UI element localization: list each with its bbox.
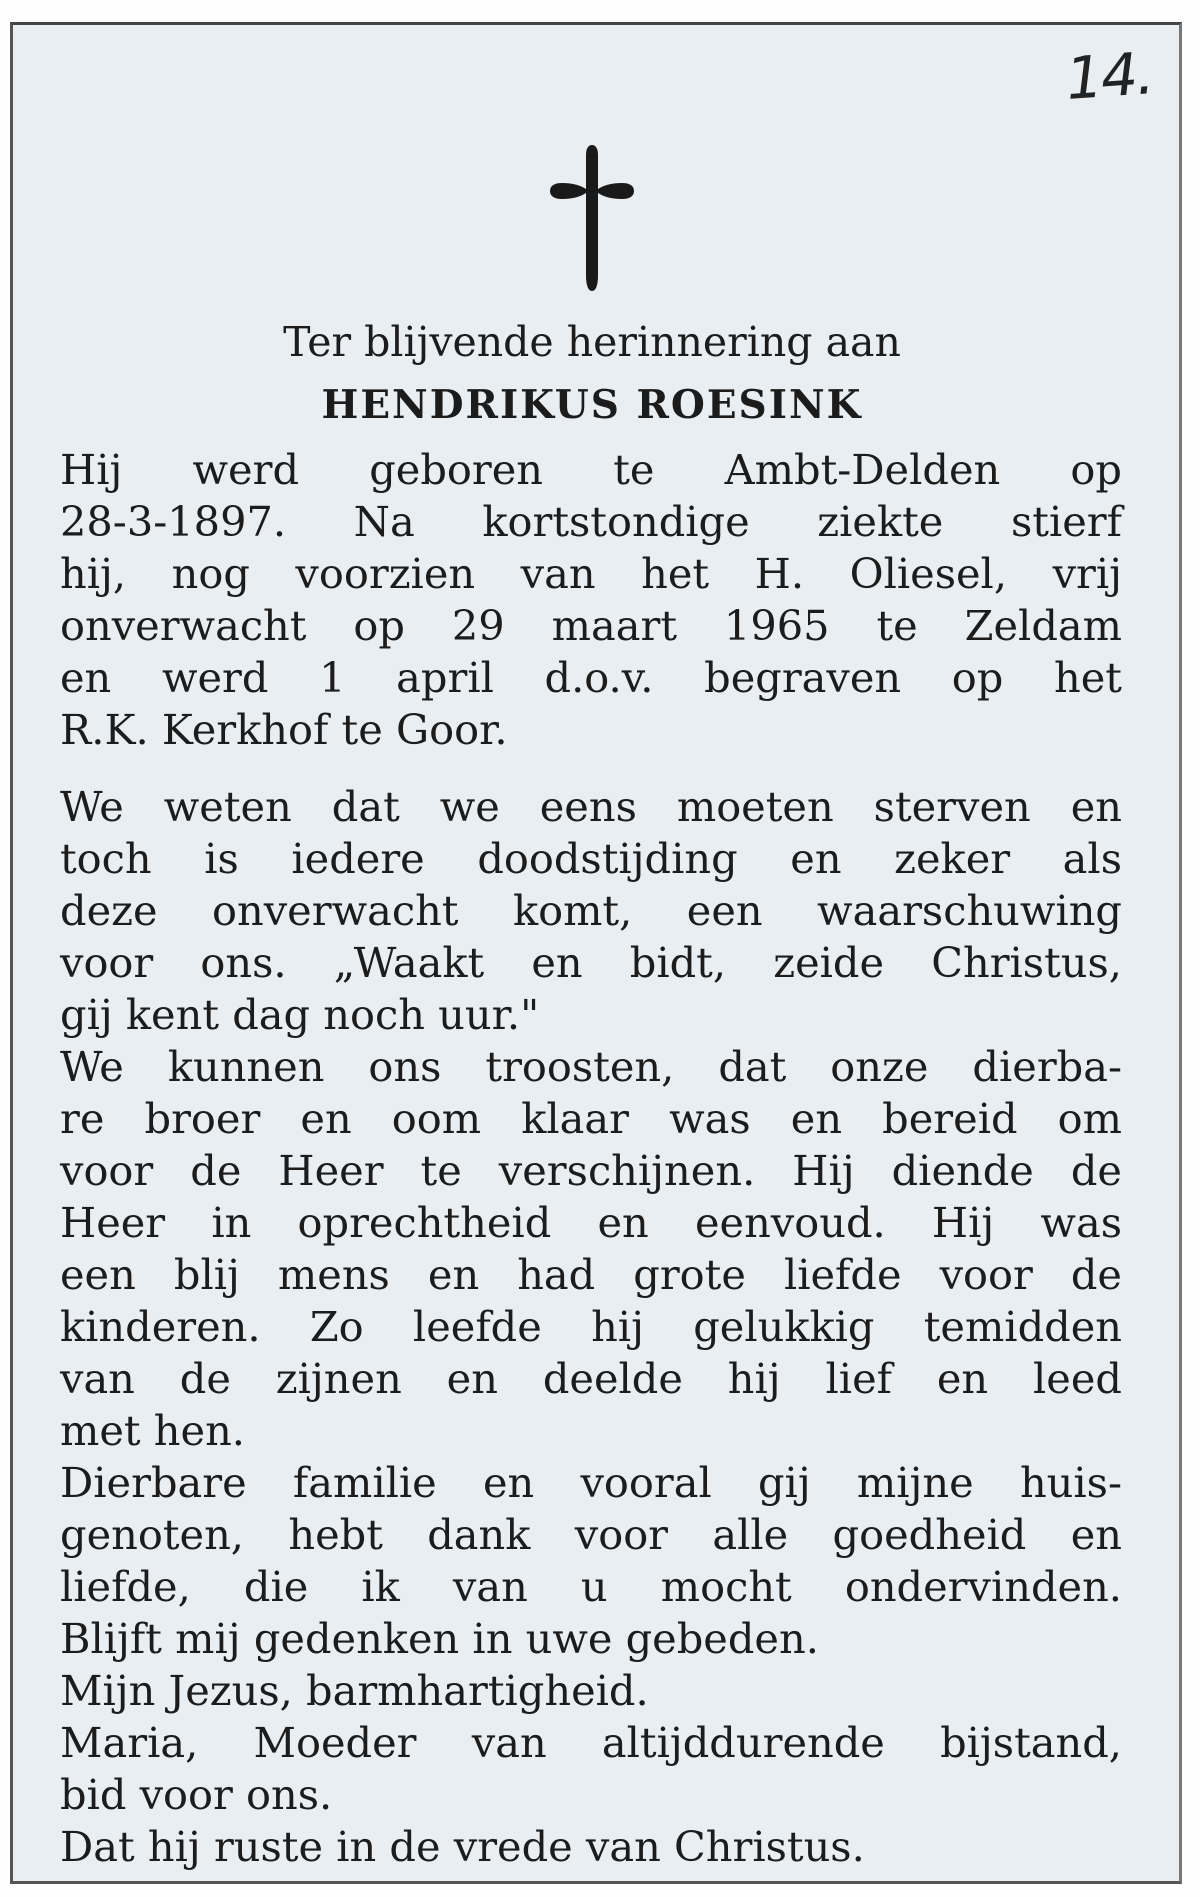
heading-intro: Ter blijvende herinnering aan xyxy=(283,318,901,366)
text-line: We weten dat we eens moeten sterven en xyxy=(60,782,1122,831)
text-line: gij kent dag noch uur." xyxy=(60,990,540,1039)
text-line: R.K. Kerkhof te Goor. xyxy=(60,705,508,754)
text-line: Heer in oprechtheid en eenvoud. Hij was xyxy=(60,1198,1122,1247)
text-line: deze onverwacht komt, een waarschuwing xyxy=(60,886,1122,935)
text-line: onverwacht op 29 maart 1965 te Zeldam xyxy=(60,601,1122,650)
text-line: We kunnen ons troosten, dat onze dierba- xyxy=(60,1042,1122,1091)
text-line: Blijft mij gedenken in uwe gebeden. xyxy=(60,1614,819,1663)
text-line: voor de Heer te verschijnen. Hij diende de xyxy=(60,1146,1122,1195)
text-line: een blij mens en had grote liefde voor de xyxy=(60,1250,1122,1299)
memorial-text xyxy=(60,444,1122,1873)
text-line: 28-3-1897. Na kortstondige ziekte stierf xyxy=(60,497,1122,546)
text-line: van de zijnen en deelde hij lief en leed xyxy=(60,1354,1122,1403)
text-line: genoten, hebt dank voor alle goedheid en xyxy=(60,1510,1122,1559)
text-line: hij, nog voorzien van het H. Oliesel, vrij xyxy=(60,549,1122,598)
latin-cross-icon xyxy=(548,143,636,293)
text-line: Dierbare familie en vooral gij mijne huis- xyxy=(60,1458,1122,1507)
text-line: kinderen. Zo leefde hij gelukkig temidden xyxy=(60,1302,1122,1351)
prayer-line: bid voor ons. xyxy=(60,1770,333,1819)
text-line: voor ons. „Waakt en bidt, zeide Christus, xyxy=(60,938,1122,987)
prayer-line: Maria, Moeder van altijddurende bijstand, xyxy=(60,1718,1122,1767)
text-line: Hij werd geboren te Ambt-Delden op xyxy=(60,445,1122,494)
prayer-line: Mijn Jezus, barmhartigheid. xyxy=(60,1666,649,1715)
text-line: re broer en oom klaar was en bereid om xyxy=(60,1094,1122,1143)
text-line: en werd 1 april d.o.v. begraven op het xyxy=(60,653,1122,702)
deceased-name: HENDRIKUS ROESINK xyxy=(321,382,863,428)
text-line: liefde, die ik van u mocht ondervinden. xyxy=(60,1562,1122,1611)
text-line: toch is iedere doodstijding en zeker als xyxy=(60,834,1122,883)
prayer-line: Dat hij ruste in de vrede van Christus. xyxy=(60,1822,865,1871)
page-number: 14. xyxy=(1063,39,1155,113)
text-line: met hen. xyxy=(60,1406,245,1455)
